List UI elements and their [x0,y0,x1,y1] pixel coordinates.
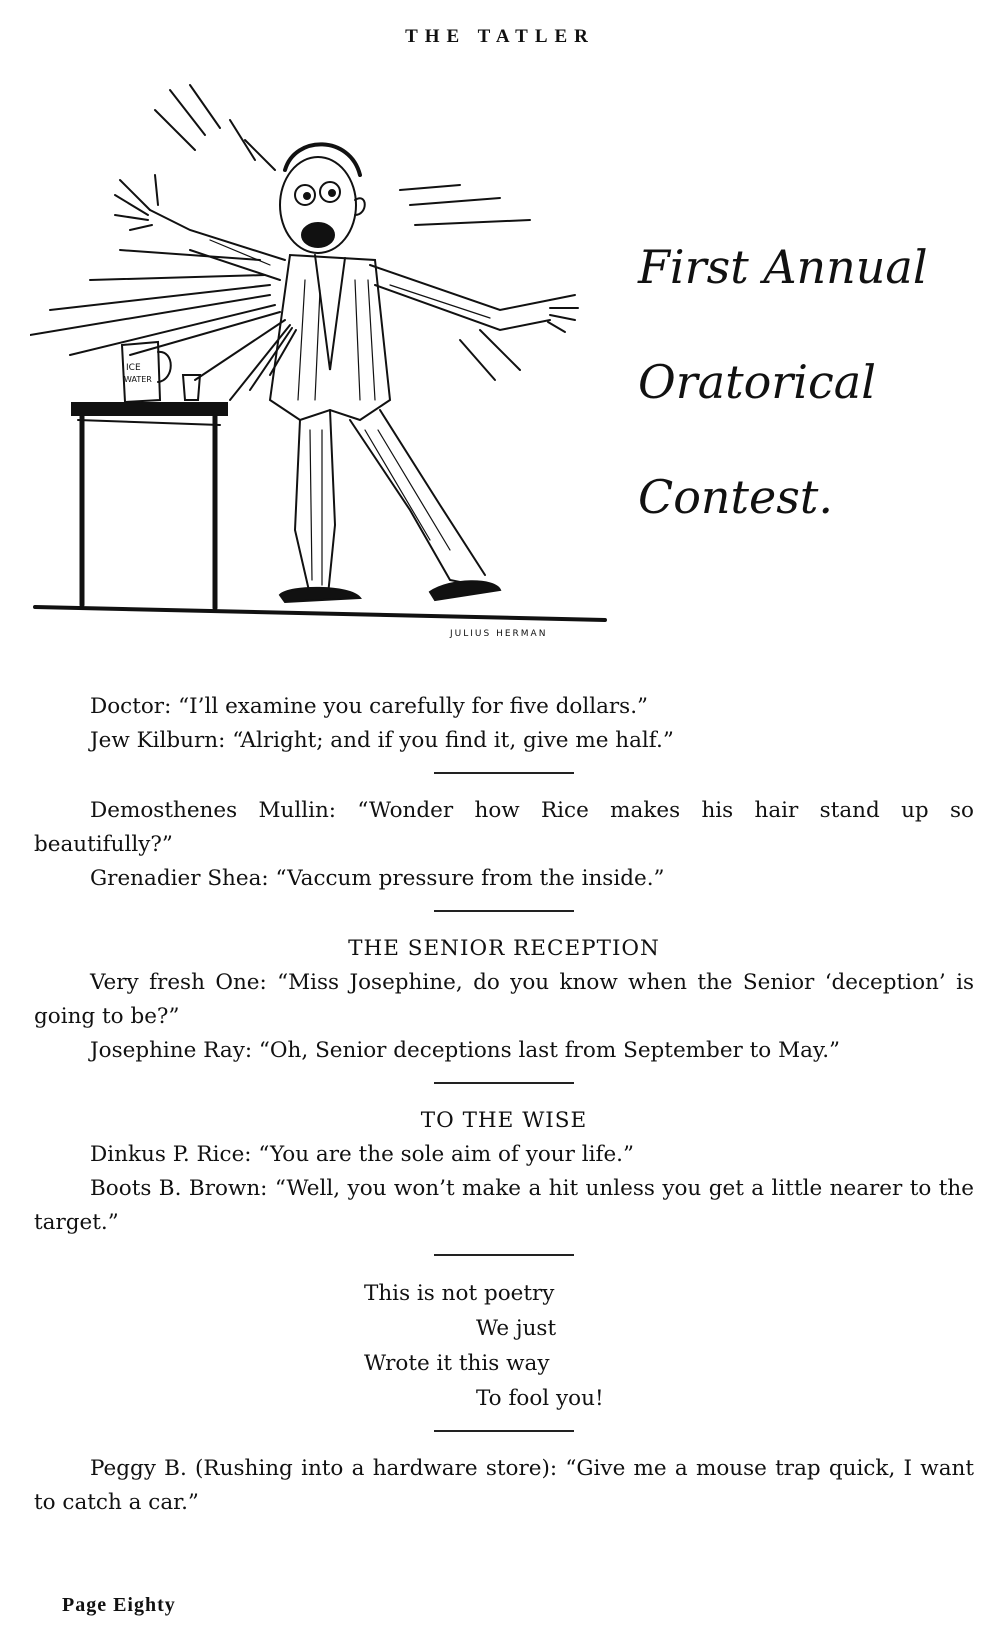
poem [324,1276,684,1416]
joke-1-line-2: Jew Kilburn: “Alright; and if you find it, give me half.” [90,728,674,753]
joke-3-line-2: Josephine Ray: “Oh, Senior deceptions last from September to May.” [90,1038,841,1063]
divider-rule [434,1082,574,1084]
joke-2-line-1: Demosthenes Mullin: “Wonder how Rice makes his hair stand up so beautifully?” [34,798,974,857]
joke-4-line-1: Dinkus P. Rice: “You are the sole aim of your life.” [90,1142,634,1167]
joke-3-line-1: Very fresh One: “Miss Josephine, do you know when the Senior ‘deception’ is going to be?” [34,970,974,1029]
poem-line-1: This is not poetry [364,1281,555,1306]
divider-rule [434,1254,574,1256]
poem-line-2: We just [476,1316,557,1341]
contest-title [638,210,978,555]
contest-title-line-1: First Annual [638,240,928,294]
divider-rule [434,1430,574,1432]
poem-line-3: Wrote it this way [364,1351,550,1376]
page-number: Page Eighty [62,1594,176,1616]
radiating-lines [30,85,530,400]
svg-text:JULIUS HERMAN: JULIUS HERMAN [450,629,548,639]
joke-4-line-2: Boots B. Brown: “Well, you won’t make a hit unless you get a little nearer to the target.” [34,1176,974,1235]
joke-5: Peggy B. (Rushing into a hardware store): “Give me a mouse trap quick, I want to catch a car.” [34,1456,974,1515]
page-header: THE TATLER [405,26,595,47]
joke-1-line-1: Doctor: “I’ll examine you carefully for five dollars.” [90,694,649,719]
joke-2-line-2: Grenadier Shea: “Vaccum pressure from the inside.” [90,866,665,891]
poem-line-4: To fool you! [476,1386,604,1411]
orator-illustration [30,80,630,665]
contest-title-line-3: Contest. [638,470,833,524]
svg-text:WATER: WATER [124,375,152,384]
jokes-column [34,690,974,1520]
divider-rule [434,910,574,912]
contest-title-line-2: Oratorical [638,355,876,409]
divider-rule [434,772,574,774]
svg-text:ICE: ICE [126,363,141,373]
senior-reception-heading: THE SENIOR RECEPTION [348,936,660,961]
to-the-wise-heading: TO THE WISE [420,1108,588,1133]
